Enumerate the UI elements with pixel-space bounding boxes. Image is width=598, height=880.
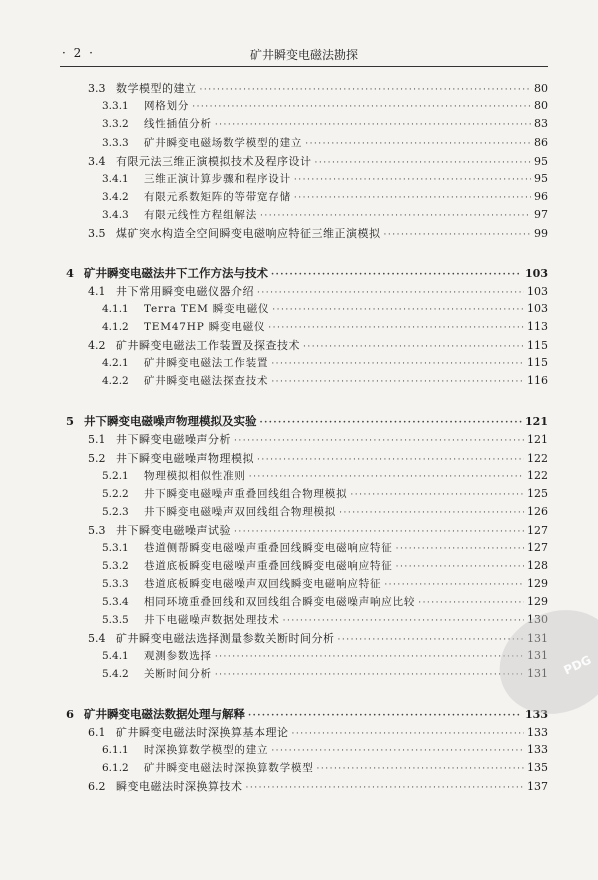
- toc-entry: [102, 742, 548, 757]
- toc-leader-dots: [292, 729, 525, 739]
- toc-entry: [102, 373, 548, 388]
- toc-entry-title: 线性插值分析: [144, 118, 212, 130]
- toc-entry-number: 5.4: [88, 632, 106, 645]
- toc-leader-dots: [418, 598, 524, 608]
- toc-entry-number: 5.3.3: [102, 578, 129, 590]
- toc-leader-dots: [215, 120, 531, 130]
- toc-entry: [88, 337, 548, 353]
- toc-leader-dots: [384, 580, 524, 590]
- toc-entry-number: 4: [66, 266, 75, 280]
- toc-entry-page: 127: [527, 541, 548, 554]
- toc-entry-page: 129: [527, 595, 548, 608]
- toc-entry-title: TEM47HP 瞬变电磁仪: [144, 321, 266, 333]
- toc-entry-page: 80: [534, 82, 548, 95]
- toc-entry-page: 103: [527, 302, 548, 315]
- toc-entry: [102, 116, 548, 131]
- toc-entry: [102, 648, 548, 663]
- toc-entry-title: 三维正演计算步骤和程序设计: [144, 173, 291, 185]
- toc-entry-title: 矿井瞬变电磁法探查技术: [144, 375, 269, 387]
- page-header: [60, 44, 548, 67]
- toc-entry-page: 131: [527, 667, 548, 680]
- toc-leader-dots: [234, 436, 524, 446]
- toc-leader-dots: [396, 544, 524, 554]
- toc-entry-title: 矿井瞬变电磁法时深换算数学模型: [144, 762, 314, 774]
- toc-entry: [66, 265, 548, 281]
- toc-entry-title: 井下瞬变电磁噪声双回线组合物理模拟: [144, 506, 337, 518]
- toc-entry-page: 131: [527, 632, 548, 645]
- toc-entry: [102, 504, 548, 519]
- toc-entry-title: 矿井瞬变电磁法数据处理与解释: [84, 707, 245, 721]
- toc-entry: [102, 468, 548, 483]
- page-number: · 2 ·: [62, 46, 95, 60]
- toc-entry-page: 137: [527, 780, 548, 793]
- toc-entry-number: 3.4.3: [102, 209, 129, 221]
- toc-entry-page: 97: [534, 208, 548, 221]
- toc-entry-number: 3.3.3: [102, 137, 129, 149]
- toc-entry-page: 116: [527, 374, 548, 387]
- toc-entry-page: 127: [527, 524, 548, 537]
- toc-entry-title: Terra TEM 瞬变电磁仪: [144, 303, 270, 315]
- toc-entry: [88, 522, 548, 538]
- toc-entry-title: 井下瞬变电磁噪声重叠回线组合物理模拟: [144, 488, 348, 500]
- toc-leader-dots: [305, 139, 531, 149]
- toc-entry-page: 115: [527, 339, 548, 352]
- toc-entry: [102, 207, 548, 222]
- toc-entry: [102, 612, 548, 627]
- toc-entry-number: 3.4.1: [102, 173, 129, 185]
- toc-entry: [102, 135, 548, 150]
- toc-entry-title: 有限元法三维正演模拟技术及程序设计: [116, 155, 312, 168]
- toc-entry-number: 6.1.2: [102, 762, 129, 774]
- toc-entry: [88, 778, 548, 794]
- toc-entry-page: 96: [534, 190, 548, 203]
- toc-entry: [88, 225, 548, 241]
- toc-leader-dots: [317, 764, 525, 774]
- toc-leader-dots: [271, 377, 524, 387]
- toc-entry-number: 3.4: [88, 155, 106, 168]
- toc-entry-title: 矿井瞬变电磁场数学模型的建立: [144, 137, 303, 149]
- toc-entry-page: 80: [534, 99, 548, 112]
- toc-leader-dots: [271, 270, 522, 280]
- toc-entry-number: 4.2: [88, 339, 106, 352]
- toc-leader-dots: [257, 455, 524, 465]
- toc-entry-title: 矿井瞬变电磁法时深换算基本理论: [116, 726, 289, 739]
- toc-leader-dots: [350, 490, 524, 500]
- toc-entry-title: 矿井瞬变电磁法井下工作方法与技术: [84, 266, 268, 280]
- toc-entry-title: 关断时间分析: [144, 668, 212, 680]
- toc-entry: [102, 355, 548, 370]
- toc-leader-dots: [339, 508, 524, 518]
- toc-leader-dots: [215, 652, 524, 662]
- toc-leader-dots: [260, 418, 523, 428]
- toc-entry-page: 99: [534, 227, 548, 240]
- toc-entry-title: 瞬变电磁法时深换算技术: [116, 780, 243, 793]
- toc-entry-title: 井下常用瞬变电磁仪器介绍: [116, 285, 254, 298]
- toc-entry-page: 122: [527, 452, 548, 465]
- toc-entry: [88, 431, 548, 447]
- toc-leader-dots: [260, 211, 531, 221]
- toc-entry-title: 井下瞬变电磁噪声试验: [116, 524, 231, 537]
- toc-entry-page: 130: [527, 613, 548, 626]
- toc-entry-page: 135: [527, 761, 548, 774]
- toc-entry-number: 5.3.4: [102, 596, 129, 608]
- toc-entry-number: 4.1.2: [102, 321, 129, 333]
- toc-entry-title: 矿井瞬变电磁法工作装置及探查技术: [116, 339, 300, 352]
- toc-leader-dots: [272, 305, 524, 315]
- toc-leader-dots: [249, 472, 524, 482]
- toc-entry-number: 5.2.3: [102, 506, 129, 518]
- toc-entry-page: 86: [534, 136, 548, 149]
- toc-entry-page: 133: [527, 726, 548, 739]
- running-title: 矿井瞬变电磁法勘探: [249, 48, 358, 62]
- toc-entry-page: 128: [527, 559, 548, 572]
- toc-entry: [102, 558, 548, 573]
- toc-entry-page: 83: [534, 117, 548, 130]
- toc-leader-dots: [268, 323, 524, 333]
- toc-entry-number: 3.4.2: [102, 191, 129, 203]
- watermark-text: PDG: [561, 652, 594, 678]
- toc-entry-page: 129: [527, 577, 548, 590]
- toc-entry-page: 103: [525, 267, 548, 280]
- toc-entry-title: 巷道底板瞬变电磁噪声双回线瞬变电磁响应特征: [144, 578, 382, 590]
- toc-leader-dots: [200, 85, 532, 95]
- toc-entry: [102, 486, 548, 501]
- toc-entry-number: 6.1.1: [102, 744, 129, 756]
- toc-leader-dots: [257, 288, 524, 298]
- toc-entry-page: 122: [527, 469, 548, 482]
- toc-entry-title: 矿井瞬变电磁法选择测量参数关断时间分析: [116, 632, 335, 645]
- toc-entry-title: 网格划分: [144, 100, 190, 112]
- toc-entry-title: 井下电磁噪声数据处理技术: [144, 614, 280, 626]
- toc-entry-page: 103: [527, 285, 548, 298]
- toc-entry-page: 113: [527, 320, 548, 333]
- toc-leader-dots: [315, 158, 532, 168]
- toc-entry-title: 巷道底板瞬变电磁噪声重叠回线瞬变电磁响应特征: [144, 560, 393, 572]
- toc-entry: [102, 540, 548, 555]
- toc-entry-number: 5.4.1: [102, 650, 129, 662]
- toc-entry-number: 5.2: [88, 452, 106, 465]
- toc-entry-number: 4.2.2: [102, 375, 129, 387]
- toc-leader-dots: [294, 175, 531, 185]
- toc-entry-page: 131: [527, 649, 548, 662]
- toc-entry-number: 3.5: [88, 227, 106, 240]
- toc-entry: [88, 153, 548, 169]
- toc-entry: [66, 413, 548, 429]
- toc-entry-title: 井下瞬变电磁噪声物理模拟及实验: [84, 414, 257, 428]
- toc-entry-title: 观测参数选择: [144, 650, 212, 662]
- toc-entry-title: 数学模型的建立: [116, 82, 197, 95]
- toc-entry-page: 95: [534, 155, 548, 168]
- toc-entry-number: 3.3.2: [102, 118, 129, 130]
- toc-entry-number: 4.2.1: [102, 357, 129, 369]
- toc-entry: [88, 283, 548, 299]
- toc-leader-dots: [234, 527, 524, 537]
- toc-entry: [102, 760, 548, 775]
- toc-entry: [102, 98, 548, 113]
- toc-entry-page: 121: [525, 415, 548, 428]
- toc-entry: [102, 319, 548, 334]
- toc-entry: [102, 666, 548, 681]
- toc-entry-number: 3.3: [88, 82, 106, 95]
- toc-entry: [66, 706, 548, 722]
- toc-leader-dots: [248, 711, 522, 721]
- toc-entry: [102, 594, 548, 609]
- toc-entry-number: 6.2: [88, 780, 106, 793]
- toc-leader-dots: [303, 342, 524, 352]
- toc-entry-number: 5.2.1: [102, 470, 129, 482]
- toc-leader-dots: [215, 670, 524, 680]
- toc-entry-title: 井下瞬变电磁噪声分析: [116, 433, 231, 446]
- toc-entry-title: 有限元系数矩阵的等带宽存储: [144, 191, 291, 203]
- toc-entry: [102, 576, 548, 591]
- toc-entry: [102, 171, 548, 186]
- toc-entry-number: 5.4.2: [102, 668, 129, 680]
- toc-entry-number: 5.3.5: [102, 614, 129, 626]
- toc-entry-page: 121: [527, 433, 548, 446]
- toc-entry-number: 5.1: [88, 433, 106, 446]
- toc-leader-dots: [384, 230, 532, 240]
- toc-entry-number: 6.1: [88, 726, 106, 739]
- toc-entry: [88, 724, 548, 740]
- toc-entry: [102, 301, 548, 316]
- toc-leader-dots: [338, 635, 525, 645]
- toc-entry-number: 5.3.2: [102, 560, 129, 572]
- toc-entry-number: 5.3.1: [102, 542, 129, 554]
- toc-entry-title: 有限元线性方程组解法: [144, 209, 257, 221]
- toc-entry-number: 6: [66, 707, 75, 721]
- toc-entry-title: 时深换算数学模型的建立: [144, 744, 269, 756]
- toc-entry: [102, 189, 548, 204]
- toc-entry-number: 4.1: [88, 285, 106, 298]
- toc-entry-title: 矿井瞬变电磁法工作装置: [144, 357, 269, 369]
- toc-entry-title: 煤矿突水构造全空间瞬变电磁响应特征三维正演模拟: [116, 227, 381, 240]
- toc-leader-dots: [246, 783, 525, 793]
- toc-entry-title: 巷道侧帮瞬变电磁噪声重叠回线瞬变电磁响应特征: [144, 542, 393, 554]
- toc-entry-page: 133: [527, 743, 548, 756]
- toc-entry-title: 相同环境重叠回线和双回线组合瞬变电磁噪声响应比较: [144, 596, 416, 608]
- toc-entry: [88, 630, 548, 646]
- toc-entry-page: 125: [527, 487, 548, 500]
- toc-entry-page: 133: [525, 708, 548, 721]
- toc-entry-title: 物理模拟相似性准则: [144, 470, 246, 482]
- toc-entry-number: 5: [66, 414, 75, 428]
- toc-entry: [88, 450, 548, 466]
- toc-leader-dots: [283, 616, 524, 626]
- toc-entry-page: 126: [527, 505, 548, 518]
- toc-leader-dots: [271, 746, 524, 756]
- toc-entry-number: 3.3.1: [102, 100, 129, 112]
- toc-entry: [88, 80, 548, 96]
- toc-entry-page: 115: [527, 356, 548, 369]
- toc-leader-dots: [396, 562, 524, 572]
- toc-entry-number: 5.3: [88, 524, 106, 537]
- toc-entry-number: 4.1.1: [102, 303, 129, 315]
- toc-leader-dots: [192, 102, 531, 112]
- toc-leader-dots: [294, 193, 531, 203]
- toc-leader-dots: [271, 359, 524, 369]
- toc-entry-title: 井下瞬变电磁噪声物理模拟: [116, 452, 254, 465]
- toc-entry-number: 5.2.2: [102, 488, 129, 500]
- toc-entry-page: 95: [534, 172, 548, 185]
